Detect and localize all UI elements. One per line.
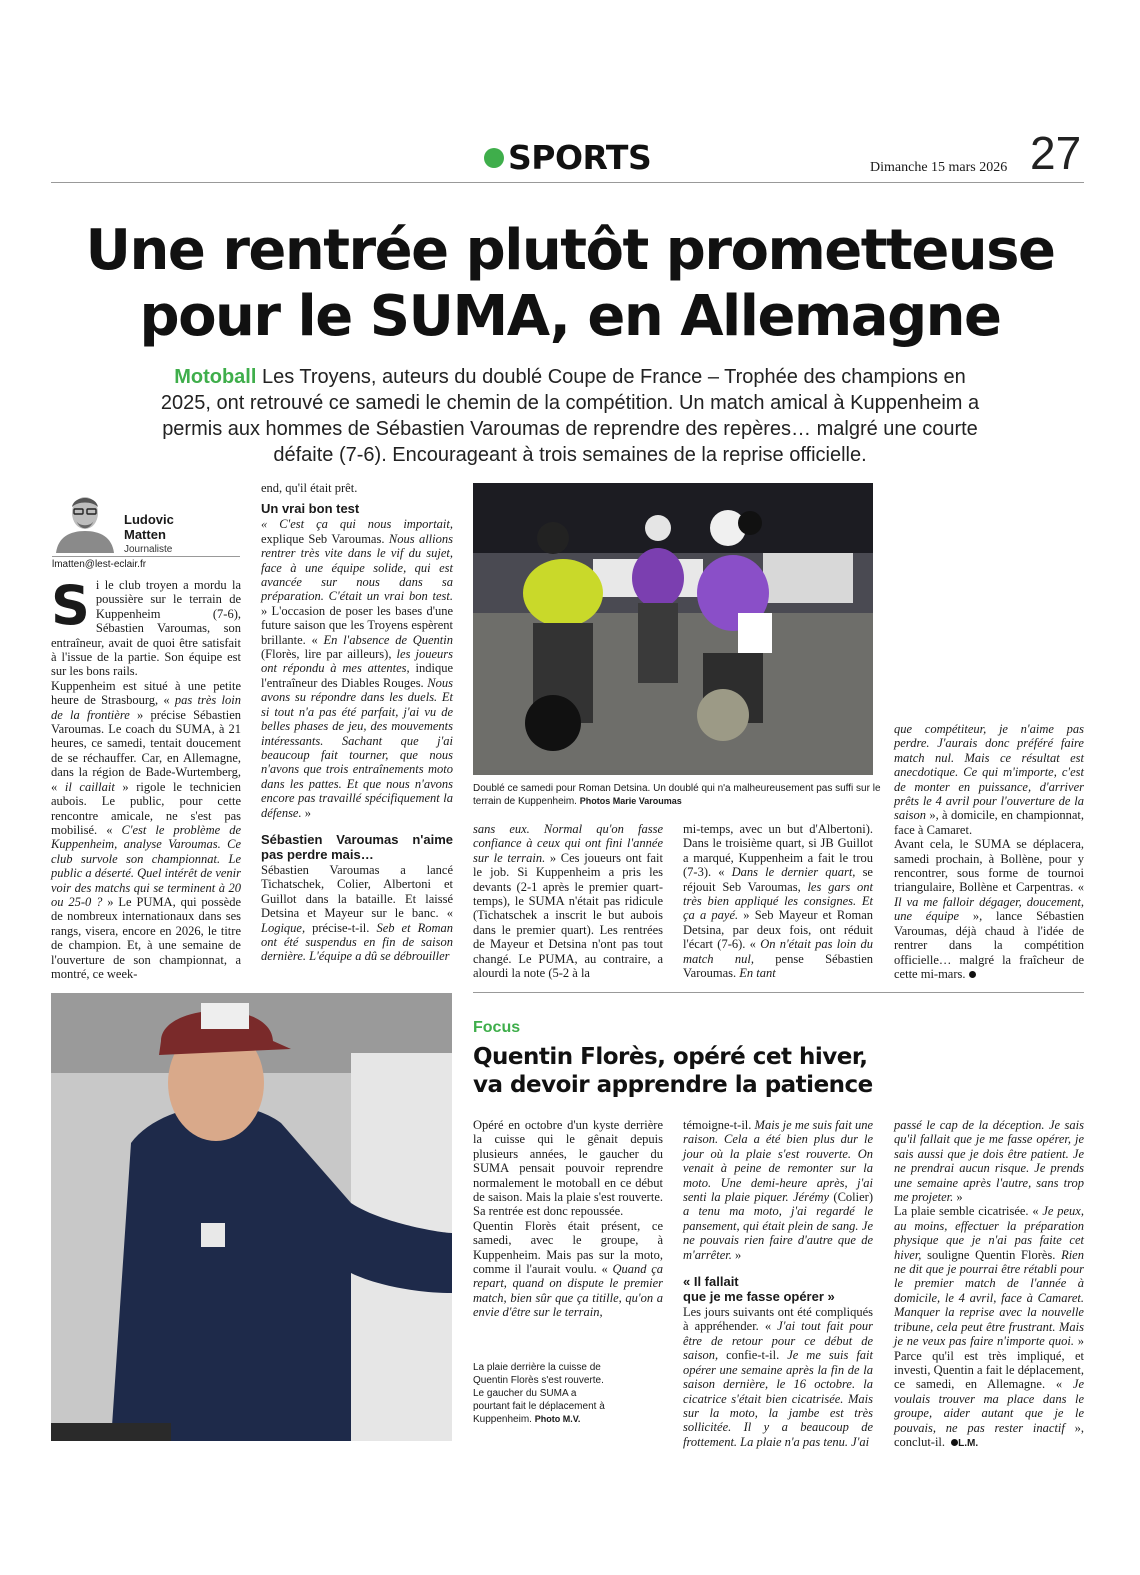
drop-cap: S <box>51 574 90 637</box>
quote-run: En tant <box>739 966 776 981</box>
text-run: explique Seb Varoumas. <box>261 531 389 546</box>
quote-run: J'ai tout fait pour être de retour pour ce début de saison, <box>683 1319 873 1363</box>
quote-run: « C'est ça qui nous importait, <box>261 517 453 532</box>
text-run: mi-temps, avec un but d'Albertoni). Dans le troisième quart, si JB Guillot a marqué, Kuppenheim a fait le trou (7-3). « <box>683 822 873 880</box>
standfirst-kicker: Motoball <box>174 366 257 388</box>
text-run: » Le PUMA, qui possède de nombreux internationaux dans ses rangs, visera, encore en 2026, le titre de champion. Et, à une semaine de l'ouverture de son championnat, a montré, ce week- <box>51 894 241 981</box>
section-title: SPORTS <box>508 138 652 177</box>
text-run: témoigne-t-il. <box>683 1118 755 1132</box>
author-first-name: Ludovic <box>124 512 174 527</box>
standfirst <box>150 364 990 468</box>
subheading-line-1: « Il fallait <box>683 1274 739 1290</box>
quote-run: Je me suis fait opérer une semaine après la fin de la saison dernière, le 16 octobre. la cicatrice s'était bien cicatrisée. Mais sur la moto, la jambe est très sollicitée. Il y a beaucoup de frottement. La plaie n'a pas tenu. J'ai <box>683 1348 874 1449</box>
text-run: » rigole le technicien aubois. Le public, pour cette rencontre amicale, ne s'est pas mobilisé. « <box>51 779 241 837</box>
article-column-5 <box>894 722 1084 981</box>
quote-run: a tenu ma moto, j'ai regardé le pansement, qui était plein de sang. Je ne pouvais rien faire d'autre que de m'arrêter. <box>683 1204 873 1262</box>
header-rule <box>51 182 1084 183</box>
section-dot-icon <box>484 148 504 168</box>
focus-title <box>473 1043 1083 1099</box>
quote-run: Il va me falloir dégager, doucement, une équipe <box>894 894 1084 924</box>
standfirst-text: Les Troyens, auteurs du doublé Coupe de France – Trophée des champions en 2025, ont retrouvé ce samedi le chemin de la compétition. Un match amical à Kuppenheim a permis aux hommes de Sébastien Varoumas de reprendre des repères… malgré une courte défaite (7-6). Encourageant à trois semaines de la reprise officielle. <box>160 366 980 466</box>
headline-line-2: pour le SUMA, en Allemagne <box>139 284 1001 349</box>
photo-credit: Photos Marie Varoumas <box>579 796 682 806</box>
quote-run: Nous avons su répondre dans les duels. Et si tout n'a pas été parfait, j'ai vu de belles phases de jeu, des mouvements intéressants. Sachant que j'ai beaucoup fait tourner, que nous n'avons que trois entraînements moto dans les pattes. Et que nous n'avons encore pas travaillé spécifiquement la défense. <box>261 675 453 820</box>
article-column-4 <box>683 822 873 980</box>
quote-run: Je voulais trouver ma place dans le groupe, aider autant que je le pouvais, ne pas rester inactif <box>894 1377 1084 1435</box>
text-run: pense Sébastien Varoumas. <box>683 951 873 981</box>
quote-run: Dans le dernier quart, <box>724 865 863 880</box>
quote-run: On n'était pas loin du match nul, <box>683 937 873 966</box>
text-run: indique l'entraîneur des Diables Rouges. <box>261 661 453 690</box>
quote-run: Je peux, au moins, effectuer la préparation physique que je n'ai pas faite cet hiver, <box>894 1204 1084 1262</box>
author-rule <box>52 556 240 557</box>
quote-run: les joueurs ont répondu à mes attentes, <box>261 647 454 676</box>
author-name <box>124 512 174 542</box>
text-run: se réjouit Seb Varoumas, <box>683 865 873 894</box>
text-run: » <box>956 1190 963 1205</box>
focus-paragraph: Opéré en octobre d'un kyste derrière la cuisse qui le gênait depuis plusieurs années, le gaucher du SUMA pensait pouvoir reprendre normalement le motoball en ce début de saison. Mais la plaie s'est rouverte. Sa rentrée est donc repoussée. <box>473 1118 663 1219</box>
quote-run: que compétiteur, je n'aime pas perdre. J'aurais donc préféré faire match nul. Mais ce résultat est anecdotique. Ce qui m'importe, c'est de monter en puissance, d'arriver prêts le 4 avril pour l'ouverture de la saison <box>894 722 1084 823</box>
text-run: » L'occasion de poser les bases d'une future saison que les Troyens espèrent brillante. « <box>261 603 453 647</box>
text-run: » Seb Mayeur et Roman Detsina, par deux fois, ont réduit l'écart (7-6). « <box>683 908 873 952</box>
text-run: », conclut-il. <box>894 1420 1084 1449</box>
text-run: » <box>304 805 311 820</box>
focus-subheading <box>683 1274 873 1304</box>
author-last-name: Matten <box>124 527 166 542</box>
article-column-2 <box>261 481 453 964</box>
focus-title-line-2: va devoir apprendre la patience <box>473 1072 873 1098</box>
text-run: confie-t-il. <box>726 1348 788 1363</box>
quentin-flores-photo <box>51 993 452 1441</box>
quote-run: les gars ont très bien appliqué les consignes. Et ça a payé. <box>683 879 873 923</box>
caption-text: La plaie derrière la cuisse de Quentin Florès s'est rouverte. Le gaucher du SUMA a pourtant fait le déplacement à Kuppenheim. <box>473 1362 605 1425</box>
caption-text: Doublé ce samedi pour Roman Detsina. Un doublé qui n'a malheureusement pas suffi sur le terrain de Kuppenheim. <box>473 783 881 807</box>
motoball-match-photo <box>473 483 873 775</box>
quote-run: Mais je me suis fait une raison. Cela a été bien plus dur le jour où la plaie s'est rouverte. On venait à peine de remonter sur la moto. Une demi-heure après, j'ai senti la plaie piquer. Jérémy <box>683 1118 873 1205</box>
focus-column-1 <box>473 1118 663 1320</box>
quote-run: En l'absence de Quentin <box>317 632 453 647</box>
author-portrait <box>52 487 118 553</box>
quote-run: Seb et Roman ont été suspendus en fin de saison dernière. L'équipe a dû se débrouiller <box>261 920 454 964</box>
quote-run: il caillait <box>57 779 123 794</box>
subheading: Un vrai bon test <box>261 501 360 517</box>
quote-run: passé le cap de la déception. Je sais qu'il fallait que je me fasse opérer, je sais aussi que je dois être patient. Je ne prendrai aucun risque. Je prends une semaine après l'autre, sans trop me projeter. <box>894 1118 1084 1205</box>
text-run: (Florès, lire par ailleurs), <box>261 647 397 662</box>
text-run: » Parce qu'il est très impliqué, et investi, Quentin a fait le déplacement, ce samedi, en Allemagne. « <box>894 1334 1084 1392</box>
headline <box>40 218 1100 350</box>
issue-date: Dimanche 15 mars 2026 <box>870 160 1008 175</box>
focus-rule <box>473 992 1084 993</box>
text-run: Sébastien Varoumas a lancé Tichatschek, Colier, Albertoni et Guillot dans la bataille. Et laissé Detsina et Mayeur sur le banc. « <box>261 862 453 921</box>
text-run: » précise Sébastien Varoumas. Le coach du SUMA, à 21 heures, ce samedi, tentait doucement de se réchauffer. Car, en Allemagne, dans la région de Bade-Wurtemberg, « <box>51 707 241 794</box>
quote-run: Nous allions rentrer très vite dans le vif du sujet, face à une équipe solide, qui est avancée sur nous dans sa préparation. C'était un vrai bon test. <box>261 531 453 604</box>
focus-photo-caption <box>473 1361 613 1426</box>
focus-title-line-1: Quentin Florès, opéré cet hiver, <box>473 1044 868 1070</box>
quote-run: Logique, <box>261 920 313 935</box>
text-run: Quentin Florès était présent, ce samedi, avec le groupe, à Kuppenheim. Mais pas sur la moto, comme il l'aurait voulu. « <box>473 1218 663 1277</box>
photo-credit: Photo M.V. <box>534 1414 581 1424</box>
text-run: La plaie semble cicatrisée. « <box>894 1204 1039 1219</box>
subheading: Sébastien Varoumas n'aime pas perdre mais… <box>261 831 453 862</box>
article-paragraph: end, qu'il était prêt. <box>261 481 358 495</box>
quote-run: C'est le problème de Kuppenheim, analyse Varoumas. Ce club survole son championnat. Le public a déserté. Quel intérêt de venir voir des matchs qui se terminent à 20 ou 25-0 ? <box>51 822 241 909</box>
photo-caption <box>473 782 883 808</box>
focus-column-2 <box>683 1118 873 1449</box>
focus-column-3 <box>894 1118 1084 1451</box>
author-email[interactable]: lmatten@lest-eclair.fr <box>52 559 147 570</box>
quote-run: pas très loin de la frontière <box>51 693 241 722</box>
text-run: » Ces joueurs ont fait le job. Si Kuppenheim a pris les devants (2-1 après le premier quart-temps), le SUMA n'était pas ridicule (Tichatschek a inscrit le but aubois dans le premier quart). Les rentrées de Mayeur et Detsina n'ont pas tout changé. Le PUMA, au contraire, a alourdi la note (5-2 à la <box>473 850 663 981</box>
page-number: 27 <box>1030 127 1082 179</box>
article-column-3 <box>473 822 663 980</box>
focus-kicker: Focus <box>473 1019 521 1036</box>
author-role: Journaliste <box>124 544 173 555</box>
text-run: Kuppenheim est situé à une petite heure de Strasbourg, « <box>51 678 241 708</box>
text-run: Les jours suivants ont été compliqués à appréhender. « <box>683 1305 873 1334</box>
text-run: précise-t-il. <box>312 920 377 935</box>
author-signature: L.M. <box>958 1437 979 1449</box>
text-run: », lance Sébastien Varoumas, déjà chaud à l'idée de rentrer dans la compétition officielle… malgré la fraîcheur de cette mi-mars. <box>894 909 1084 981</box>
quote-run: Quand ça repart, quand on dispute le premier match, bien sûr que ça titille, qu'on a envie d'être sur le terrain, <box>473 1262 663 1320</box>
article-paragraph: i le club troyen a mordu la poussière sur le terrain de Kuppenheim (7-6), Sébastien Varoumas, son entraîneur, avait de quoi être satisfait à l'issue de la partie. Son équipe est sur les bons rails. <box>51 578 241 679</box>
article-column-1 <box>51 574 241 981</box>
text-run: Avant cela, le SUMA se déplacera, samedi prochain, à Bollène, pour y rencontrer, sous forme de tournoi triangulaire, Bollène et Carpentras. « <box>894 837 1084 895</box>
headline-line-1: Une rentrée plutôt prometteuse <box>85 218 1055 283</box>
text-run: », à domicile, en championnat, face à Camaret. <box>894 808 1084 837</box>
quote-run: Rien ne dit que je pourrai être rétabli pour le premier match de l'année à domicile, le 4 avril, face à Camaret. Manquer la reprise avec la nouvelle tribune, cela peut être frustrant. Mais je ne veux pas faire n'importe quoi. <box>894 1247 1084 1349</box>
end-mark-icon <box>969 971 976 978</box>
text-run: souligne Quentin Florès. <box>927 1247 1062 1262</box>
subheading-line-2: que je me fasse opérer » <box>683 1289 835 1305</box>
quote-run: sans eux. Normal qu'on fasse confiance à ceux qui ont fini l'année sur le terrain. <box>473 822 663 865</box>
text-run: » <box>734 1247 742 1262</box>
text-run: (Colier) <box>833 1190 873 1205</box>
